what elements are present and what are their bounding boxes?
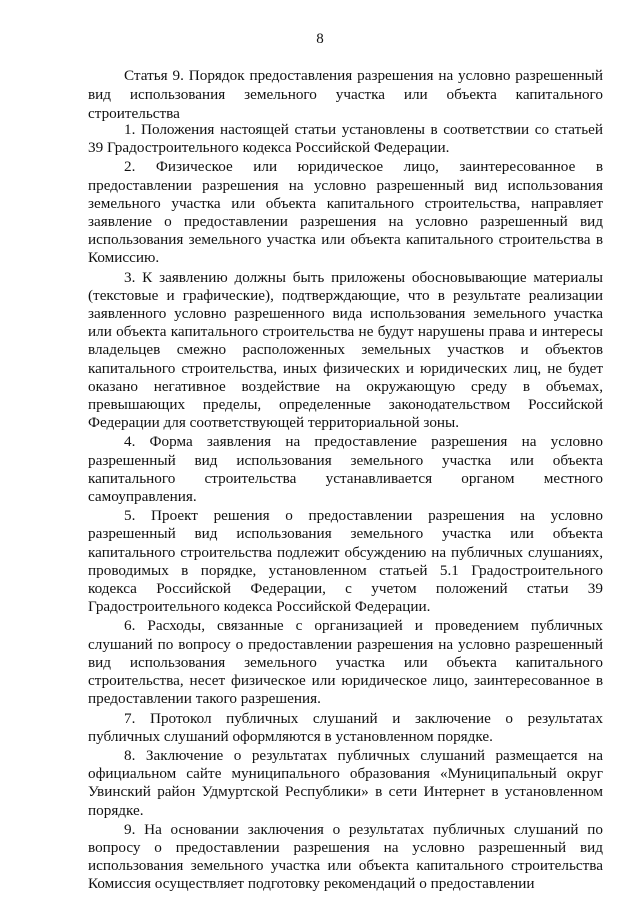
paragraph-6: 6. Расходы, связанные с организацией и проведением публичных слушаний по вопросу о предоставлении разрешения на условно разрешенный вид использования земельного участка или объекта капитального строительства, несет физическое или юридическое лицо, заинтересованное в предоставлении такого разрешения. bbox=[88, 617, 603, 708]
paragraph-3: 3. К заявлению должны быть приложены обосновывающие материалы (текстовые и графические), подтверждающие, что в результате реализации заявленного условно разрешенного вида использования земельного участка или объекта капитального строительства не будут нарушены права и интересы владельцев смежно расположенных земельных участков и объектов капитального строительства, иных физических и юридических лиц, не будет оказано негативное воздействие на окружающую среду в объемах, превышающих пределы, определенные законодательством Российской Федерации для соответствующей территориальной зоны. bbox=[88, 268, 603, 432]
paragraph-7: 7. Протокол публичных слушаний и заключение о результатах публичных слушаний оформляются в установленном порядке. bbox=[88, 709, 603, 745]
article-title: Статья 9. Порядок предоставления разрешения на условно разрешенный вид использования земельного участка или объекта капитального строительства bbox=[88, 67, 603, 122]
paragraph-2: 2. Физическое или юридическое лицо, заинтересованное в предоставлении разрешения на условно разрешенный вид использования земельного участка или объекта капитального строительства, направляет заявление о предоставлении разрешения на условно разрешенный вид использования земельного участка или объекта капитального строительства в Комиссию. bbox=[88, 158, 603, 267]
page-number: 8 bbox=[316, 31, 324, 47]
paragraph-9: 9. На основании заключения о результатах публичных слушаний по вопросу о предоставлении разрешения на условно разрешенный вид использования земельного участка или объекта капитального строительства Комиссия осуществляет подготовку рекомендаций о предоставлении bbox=[88, 820, 603, 893]
paragraph-1: 1. Положения настоящей статьи установлены в соответствии со статьей 39 Градостроительного кодекса Российской Федерации. bbox=[88, 121, 603, 157]
paragraph-4: 4. Форма заявления на предоставление разрешения на условно разрешенный вид использования земельного участка или объекта капитального строительства устанавливается органом местного самоуправления. bbox=[88, 433, 603, 506]
paragraph-5: 5. Проект решения о предоставлении разрешения на условно разрешенный вид использования земельного участка или объекта капитального строительства подлежит обсуждению на публичных слушаниях, проводимых в порядке, установленном статьей 5.1 Градостроительного кодекса Российской Федерации, с учетом положений статьи 39 Градостроительного кодекса Российской Федерации. bbox=[88, 507, 603, 616]
article-body bbox=[88, 121, 603, 895]
paragraph-8: 8. Заключение о результатах публичных слушаний размещается на официальном сайте муниципального образования «Муниципальный округ Увинский район Удмуртской Республики» в сети Интернет в установленном порядке. bbox=[88, 746, 603, 819]
